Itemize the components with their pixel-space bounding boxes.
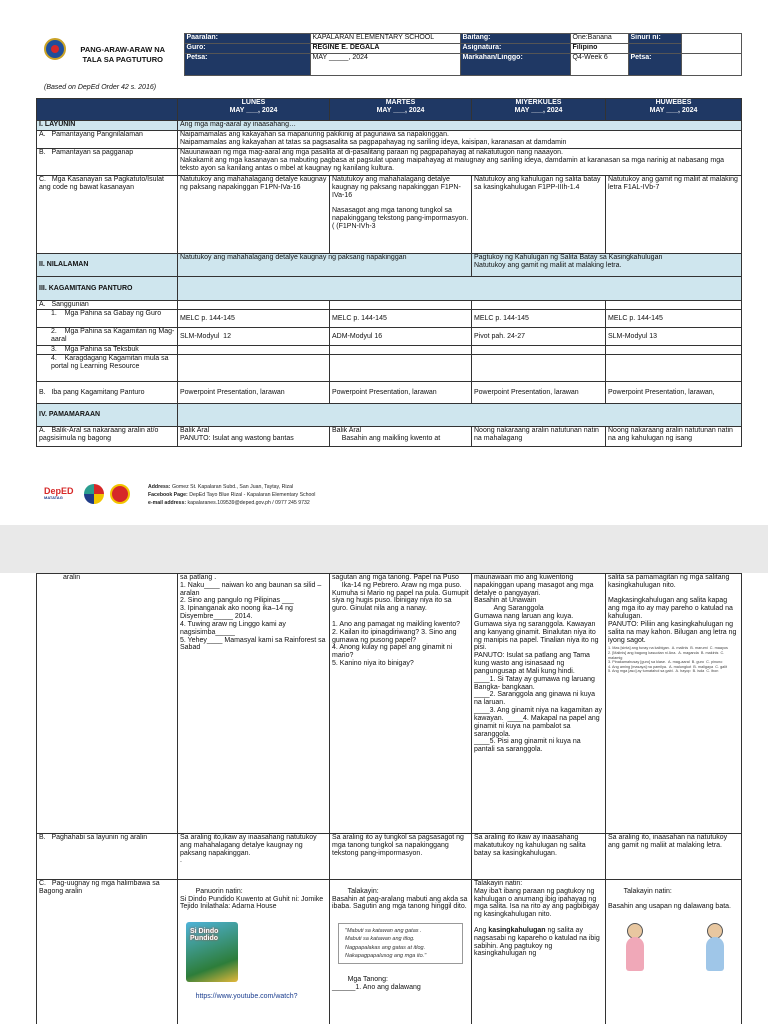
balik-aral-martes-cont: sagutan ang mga tanong. Papel na Puso Ika-14 ng Pebrero. Araw ng mga puso. Kumuha si Mario ng papel na pula. Gumupit siya ng hugis puso. Ibinigay niya ito sa guro. Ginulat nila ang a nanay. 1. Ano ang pamagat ng maikling kwento? 2. Kailan ito ipinagdiriwang? 3. Sino ang gumawa ng pusong papel? 4. Anong kulay ng papel ang ginamit ni mario? 5. Kanino niya ito binigay? (330, 574, 472, 834)
kasanayan-martes: Natutukoy ang mahahalagang detalye kaugnay ng paksang napakinggan F1PN-IVa-16 Nasasagot ang mga tanong tungkol sa napakinggang tekstong pang-impormasyon. ( (F1PN-IVh-3 (330, 176, 472, 254)
kagamitan-heading: III. KAGAMITANG PANTURO (37, 277, 178, 301)
bagong-pilipinas-logo-icon (84, 484, 104, 504)
petsa-value: MAY _____, 2024 (310, 54, 460, 76)
nilalaman-heading: II. NILALAMAN (37, 254, 178, 277)
kagamitan-mag-aaral-miyerkules: Pivot pah. 24-27 (472, 328, 606, 346)
iba-pang-kagamitan-martes: Powerpoint Presentation, larawan (330, 382, 472, 404)
gabay-guro-label: 1. Mga Pahina sa Gabay ng Guro (37, 310, 178, 328)
kagamitan-mag-aaral-lunes: SLM-Modyul 12 (178, 328, 330, 346)
layunin-heading: I. LAYUNIN (37, 121, 178, 131)
kasanayan-miyerkules: Natutukoy ang kahulugan ng salita batay sa kasingkahulugan F1PP-IIIh-1.4 (472, 176, 606, 254)
pag-uugnay-huwebes: Talakayin natin: Basahin ang usapan ng dalawang bata. (606, 880, 742, 1024)
pamantayang-pangnilalaman-text: Naipamamalas ang kakayahan sa mapanuring pakikinig at pagunawa sa napakinggan. Naipamamalas ang kakayahan at tatas sa pagsasalita sa pagpapahayag ng sariling ideya, kaisipan, karanasan at damdamin (178, 131, 742, 149)
nilalaman-left: Natutukoy ang mahahalagang detalye kaugnay ng paksang napakinggan (178, 254, 472, 277)
lesson-plan-page-2 (0, 573, 768, 1024)
guro-label: Guro: (184, 44, 310, 54)
lesson-plan-table-continued (36, 573, 742, 1024)
header-table (36, 33, 742, 92)
balik-aral-lunes: Balik Aral PANUTO: Isulat ang wastong bantas (178, 427, 330, 447)
youtube-link[interactable]: https://www.youtube.com/watch? (195, 992, 298, 1000)
baitang-value: One:Banana (570, 34, 628, 44)
school-seal-icon (110, 484, 130, 504)
kasanayan-huwebes: Natutukoy ang gamit ng maliit at malaking letra F1AL-IVb-7 (606, 176, 742, 254)
kasanayan-lunes: Natutukoy ang mahahalagang detalye kaugnay ng paksang napakinggan F1PN-IVa-16 (178, 176, 330, 254)
two-children-illustration (608, 923, 739, 983)
layunin-intro: Ang mga mag-aaral ay inaasahang… (178, 121, 742, 131)
guro-value: REGINE E. DEGALA (310, 44, 460, 54)
petsa2-value (681, 54, 741, 76)
iba-pang-kagamitan-huwebes: Powerpoint Presentation, larawan, (606, 382, 742, 404)
footer-contact: Address: Gomez St. Kapalaran Subd., San Juan, Taytay, Rizal Facebook Page: DepEd Tayo Blue Rizal - Kapalaran Elementary School e-mail address: kapalaranes.109539@deped.gov.ph / 0977 245 9732 (148, 484, 316, 506)
pamantayang-pangnilalaman-label: A. Pamantayang Pangnilalaman (37, 131, 178, 149)
balik-aral-huwebes: Noong nakaraang aralin natutunan natin na ang kahulugan ng isang (606, 427, 742, 447)
pag-uugnay-lunes: Panuorin natin: Si Dindo Pundido Kuwento at Guhit ni: Jomike Tejido Inilathala: Adarna House Si Dindo Pundido https://www.youtube.com/watch? (178, 880, 330, 1024)
page-gap (0, 525, 768, 573)
day-header-miyerkules: MIYERKULES MAY ___, 2024 (472, 99, 606, 121)
balik-aral-label-cont: aralin (37, 574, 178, 834)
balik-aral-lunes-cont: sa patlang . 1. Naku____ naiwan ko ang baunan sa silid – aralan 2. Sino ang pangulo ng Pilipinas ___ 3. Ipinanganak ako noong ika–14 ng Disyembre_____ 2014. 4. Tuwing araw ng Linggo kami ay nagsisimba_____ 5. Yehey____ Mamasyal kami sa Rainforest sa Sabad (178, 574, 330, 834)
gabay-guro-martes: MELC p. 144-145 (330, 310, 472, 328)
paaralan-value: KAPALARAN ELEMENTARY SCHOOL (310, 34, 460, 44)
kagamitan-mag-aaral-martes: ADM-Modyul 16 (330, 328, 472, 346)
iba-pang-kagamitan-label: B. Iba pang Kagamitang Panturo (37, 382, 178, 404)
paghahabi-lunes: Sa araling ito,ikaw ay inaasahang natutukoy ang mahahalagang detalye kaugnay ng paksang napakinggan. . (178, 834, 330, 880)
learning-resource-label: 4. Karagdagang Kagamitan mula sa portal ng Learning Resource (37, 355, 178, 382)
sinuri-label-fill (628, 44, 681, 54)
iba-pang-kagamitan-lunes: Powerpoint Presentation, larawan (178, 382, 330, 404)
markahan-label: Markahan/Linggo: (460, 54, 570, 76)
paghahabi-label: B. Paghahabi sa layunin ng aralin (37, 834, 178, 880)
lesson-plan-table (36, 98, 742, 447)
gabay-guro-miyerkules: MELC p. 144-145 (472, 310, 606, 328)
pag-uugnay-miyerkules: Talakayin natin: May iba't ibang paraan ng pagtukoy ng kahulugan o anumang ibig ipahayag ng mga salita. Isa na rito ay ang pagbibigay ng kasingkahulugan nito. Ang kasingkahulugan ng salita ay nagsasabi ng kapareho o katulad na ibig sabihin. Ang pagtukoy ng kasingkahulugan ng (472, 880, 606, 1024)
kasanayan-label: C. Mga Kasanayan sa Pagkatuto/Isulat ang code ng bawat kasanayan (37, 176, 178, 254)
asignatura-label: Asignatura: (460, 44, 570, 54)
paghahabi-huwebes: Sa araling ito, inaasahan na natutukoy ang gamit ng maliit at malaking letra. (606, 834, 742, 880)
deped-logo: DepED MATATAG (44, 486, 74, 501)
kagamitan-mag-aaral-huwebes: SLM-Modyul 13 (606, 328, 742, 346)
balik-aral-label: A. Balik-Aral sa nakaraang aralin at/o pagsisimula ng bagong (37, 427, 178, 447)
asignatura-value: Filipino (570, 44, 628, 54)
deped-order-note: (Based on DepEd Order 42 s. 2016) (44, 83, 157, 91)
pag-uugnay-martes: Talakayin: Basahin at pag-aralang mabuti ang akda sa ibaba. Sagutin ang mga tanong hinggil dito. "Mabuti sa katawan ang gatas . Mabuti sa katawan ang itlog. Nagpapalakas ang gatas at itlog. Nakapagpapalusog ang mga ito." Mga Tanong: ______1. Ano ang dalawang (330, 880, 472, 1024)
pamantayan-sa-pagganap-text: Nauunawaan ng mga mag-aaral ang mga pasalita at di-pasalitang paraan ng pagpapahayag at nakatutugon nang naaayon. Nakakamit ang mga kasanayan sa mabuting pagbasa at pagsulat upang maipahayag at maiugnay ang sariling ideya, damdamin at karanasan sa mga narinig at nabasang mga teksto ayon sa kanilang antas o mbel at kaugnay ng kanilang kultura. (178, 149, 742, 176)
gabay-guro-lunes: MELC p. 144-145 (178, 310, 330, 328)
petsa2-label: Petsa: (628, 54, 681, 76)
day-header-huwebes: HUWEBES MAY ___, 2024 (606, 99, 742, 121)
form-title: PANG-ARAW-ARAW NA TALA SA PAGTUTURO (80, 45, 166, 64)
day-header-martes: MARTES MAY ___, 2024 (330, 99, 472, 121)
paghahabi-miyerkules: Sa araling ito ikaw ay inaasahang makatutukoy ng kahulugan ng salita batay sa kasingkahulugan. (472, 834, 606, 880)
markahan-value: Q4-Week 6 (570, 54, 628, 76)
teksbuk-label: 3. Mga Pahina sa Teksbuk (37, 346, 178, 355)
baitang-label: Baitang: (460, 34, 570, 44)
footer-logos (44, 484, 134, 512)
balik-aral-martes: Balik Aral Basahin ang maikling kwento at (330, 427, 472, 447)
balik-aral-huwebes-cont: salita sa pamamagitan ng mga salitang kasingkahulugan nito. Magkasingkahulugan ang salita kapag ang mga ito ay may pareho o katulad na kahulugan. PANUTO: Piliin ang kasingkahulugan ng salita na may kahon. Bilugan ang letra ng iyong sagot. 1. Mas [sinta] ang tunay na kaibigan. A. malinis B. marumi C. maayos 2. [Malinis] ang bagong kasuotan ni Ana. A. maganda B. makinis C. malamig 3. Pinakamahusay [guro] sa klase. A. mag-aaral B. guro C. pinuno 4. Ang aming [masaya] na pamilya. A. malungkot B. maligaya C. galit 5. Ang mga [aso] ay tumatahol sa gabi. A. hayop B. isda C. ibon (606, 574, 742, 834)
sinuri-value (681, 34, 741, 54)
balik-aral-miyerkules: Noong nakaraang aralin natutunan natin na mahalagang (472, 427, 606, 447)
day-header-lunes: LUNES MAY ___, 2024 (178, 99, 330, 121)
pag-uugnay-label: C. Pag-uugnay ng mga halimbawa sa Bagong aralin (37, 880, 178, 1024)
paaralan-label: Paaralan: (184, 34, 310, 44)
dindo-pundido-book-cover: Si Dindo Pundido (186, 922, 238, 982)
pamamaraan-heading: IV. PAMAMARAAN (37, 404, 178, 427)
petsa-label: Petsa: (184, 54, 310, 76)
iba-pang-kagamitan-miyerkules: Powerpoint Presentation, larawan (472, 382, 606, 404)
pamantayan-sa-pagganap-label: B. Pamantayan sa pagganap (37, 149, 178, 176)
balik-aral-miyerkules-cont: maunawaan mo ang kuwentong napakinggan upang masagot ang mga detalye o pangyayari. Basahin at Unawain Ang Saranggola Gumawa nang laruan ang kuya. Gumawa siya ng saranggola. Kawayan ang kanyang ginamit. Binalutan niya ito ng manipis na papel. Tinalian niya ito ng pisi. PANUTO: Isulat sa patlang ang Tama kung wasto ang isinasaad ng pangungusap at Mali kung hindi. ____1. Si Tatay ay gumawa ng laruang Bangka- bangkaan. ____2. Saranggola ang ginawa ni kuya na laruan. ____3. Ang ginamit niya na kagamitan ay kawayan. ____4. Makapal na papel ang ginamit ni kuya na pambalot sa saranggola. ____5. Pisi ang ginamit ni kuya na pantali sa saranggola. (472, 574, 606, 834)
paghahabi-martes: Sa araling ito ay tungkol sa pagsasagot ng mga tanong tungkol sa napakinggang tekstong pang-impormasyon. (330, 834, 472, 880)
sanggunian-label: A. Sanggunian (37, 301, 178, 310)
gatas-itlog-text: "Mabuti sa katawan ang gatas . Mabuti sa katawan ang itlog. Nagpapalakas ang gatas at itlog. Nakapagpapalusog ang mga ito." (338, 923, 463, 964)
kagamitan-mag-aaral-label: 2. Mga Pahina sa Kagamitan ng Mag-aaral (37, 328, 178, 346)
gabay-guro-huwebes: MELC p. 144-145 (606, 310, 742, 328)
sinuri-label: Sinuri ni: (628, 34, 681, 44)
kasingkahulugan-exercise: 1. Mas [sinta] ang tunay na kaibigan. A. malinis B. marumi C. maayos 2. [Malinis] ang bagong kasuotan ni Ana. A. maganda B. makinis C. malamig 3. Pinakamahusay [guro] sa klase. A. mag-aaral B. guro C. pinuno 4. Ang aming [masaya] na pamilya. A. malungkot B. maligaya C. galit 5. Ang mga [aso] ay tumatahol sa gabi. A. hayop B. isda C. ibon (608, 646, 728, 674)
nilalaman-right: Pagtukoy ng Kahulugan ng Salita Batay sa Kasingkahulugan Natutukoy ang gamit ng maliit at malaking letra. (472, 254, 742, 277)
